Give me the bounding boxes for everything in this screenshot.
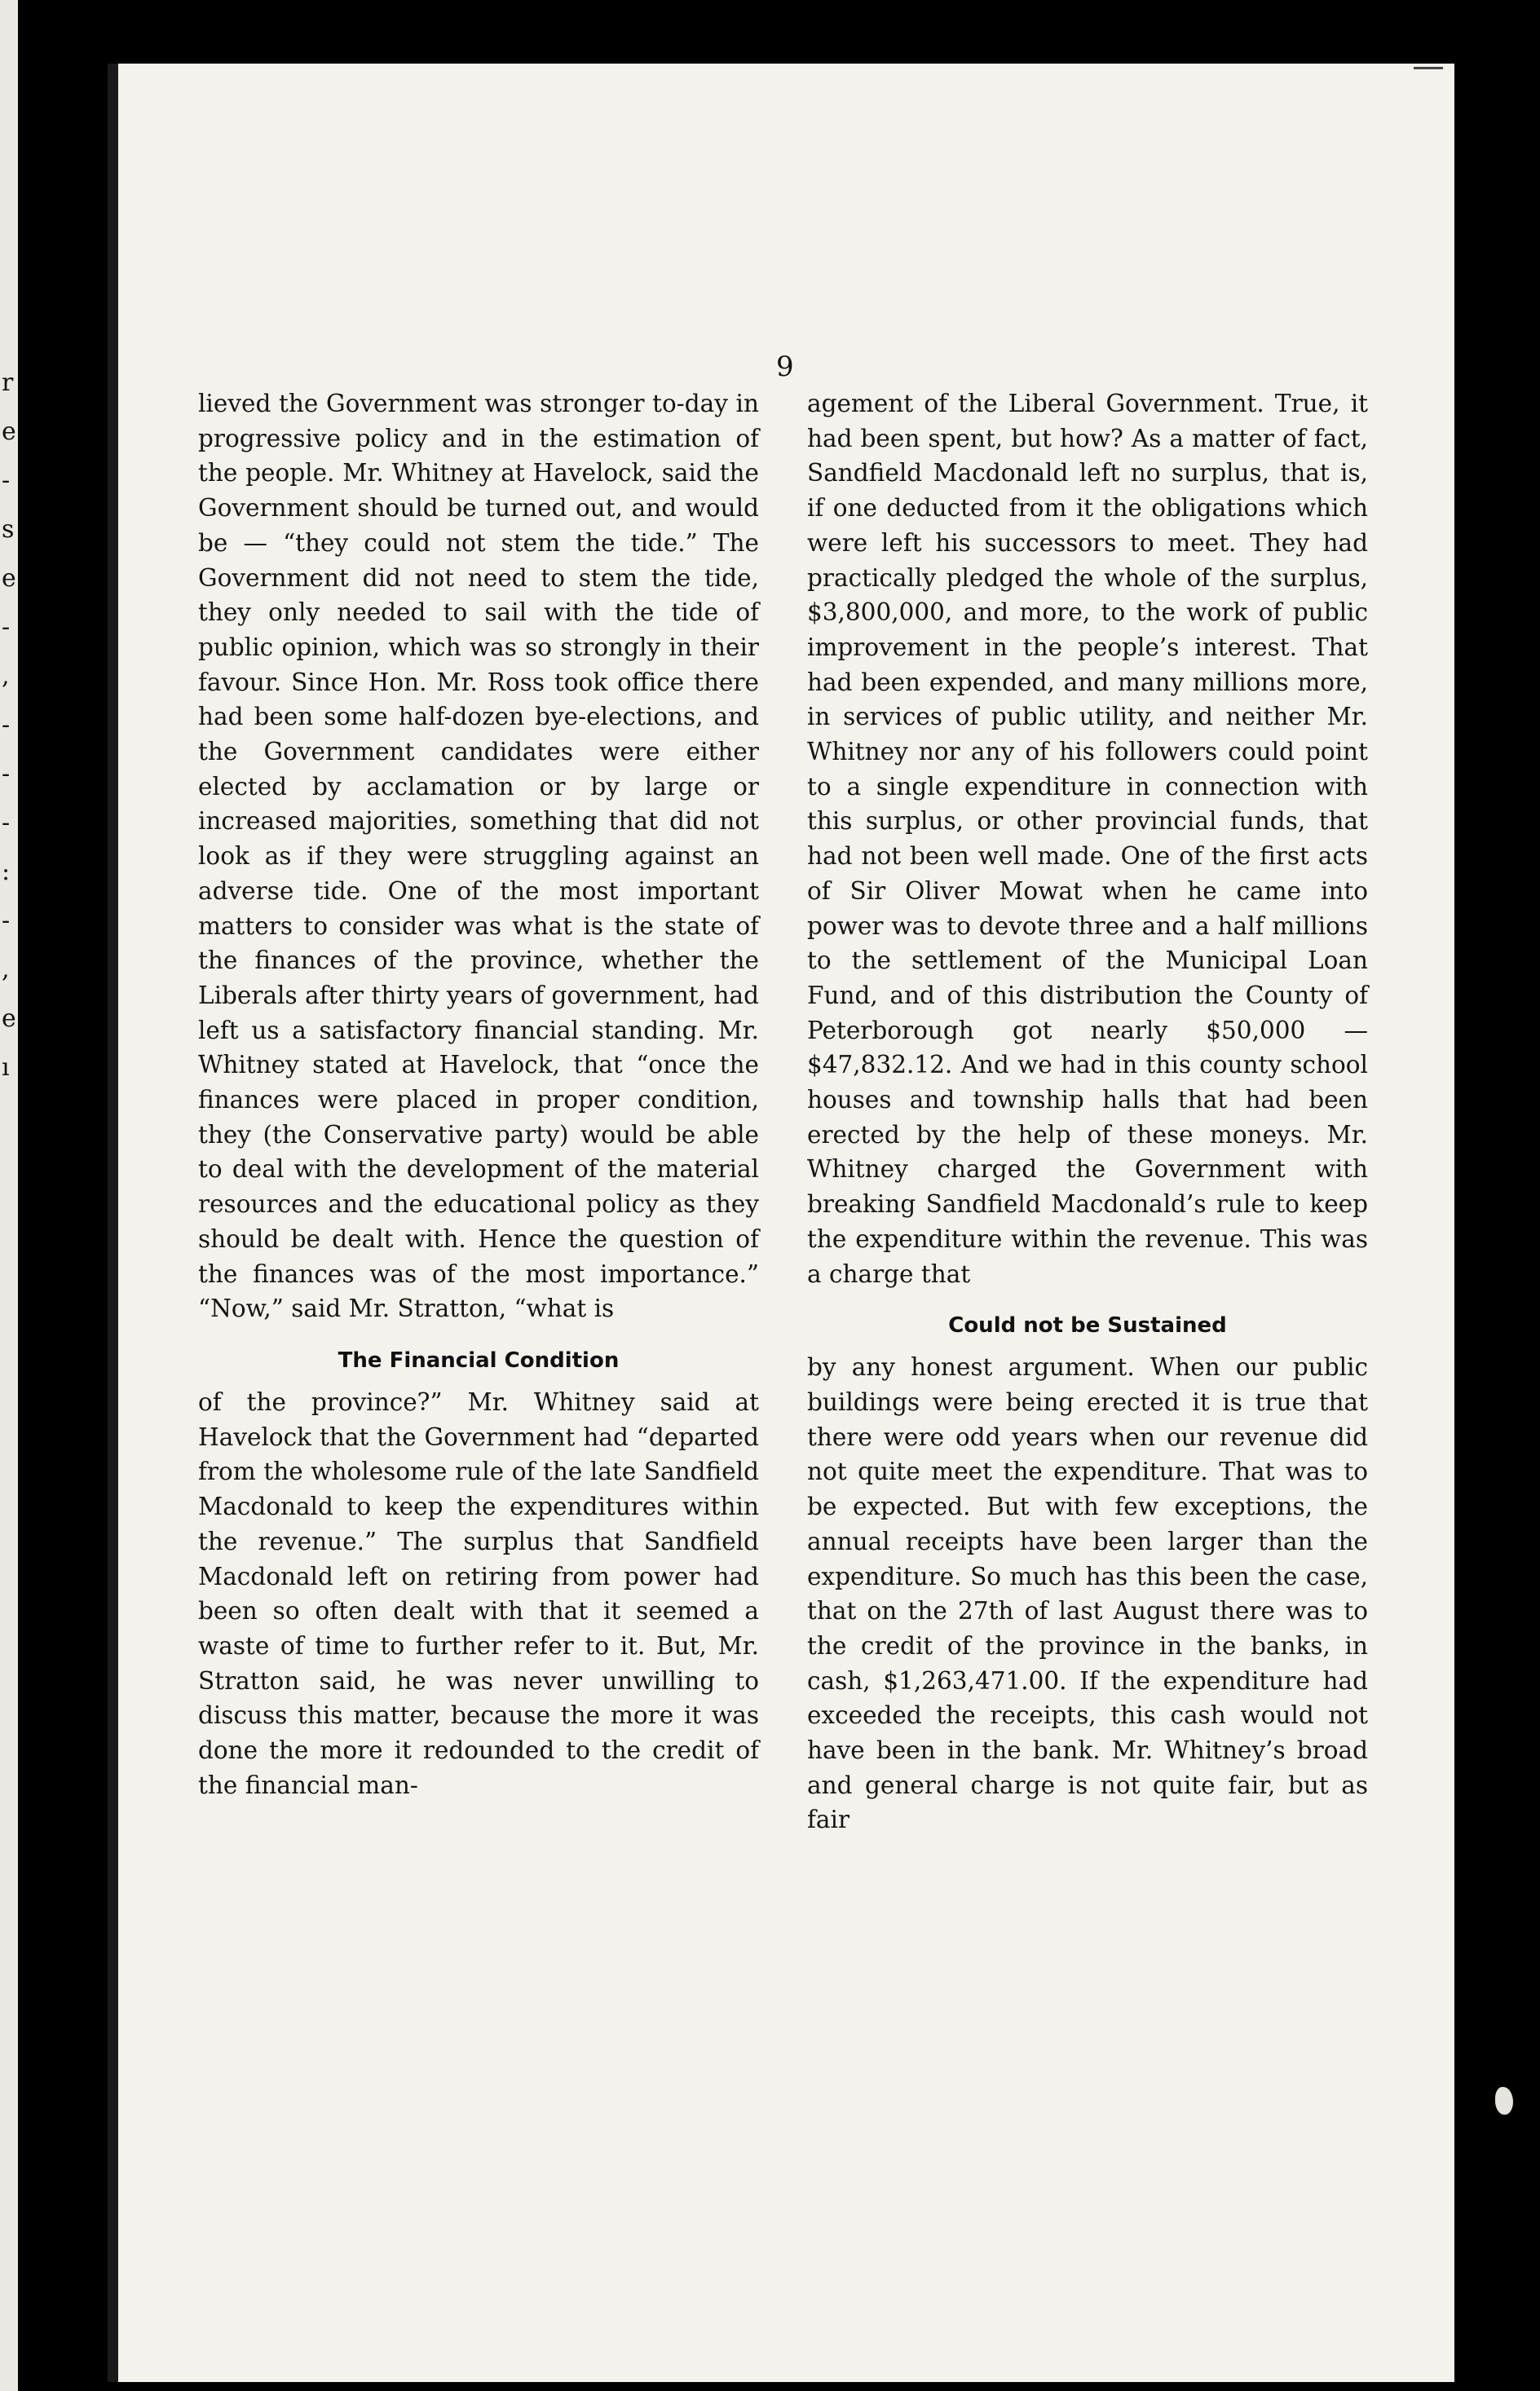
left-column-heading: The Financial Condition — [338, 1348, 620, 1373]
left-column-paragraph-2: of the province?” Mr. Whitney said at Havelock that the Government had “departed from the wholesome rule of the late Sandfield Macdonald to keep the expenditures within the revenue.” The surplus that Sandfield Macdonald left on retiring from power had been so often dealt with that it seemed a waste of time to further refer to it. But, Mr. Stratton said, he was never unwilling to discuss this matter, because the more it was done the more it redounded to the credit of the financial man- — [198, 1387, 759, 1799]
left-column — [198, 386, 759, 1802]
previous-page-edge — [0, 0, 18, 2391]
previous-page-fragments: r e - s e - , - - - : - , e ı — [2, 368, 16, 1082]
left-column-paragraph-1: lieved the Government was stronger to-day in progressive policy and in the estimation of the people. Mr. Whitney at Havelock, said the Government should be turned out, and would be — “they could not stem the tide.” The Government did not need to stem the tide, they only needed to sail with the tide of public opinion, which was so strongly in their favour. Since Hon. Mr. Ross took office there had been some half-dozen bye-elections, and the Government candidates were either elected by acclamation or by large or increased majorities, something that did not look as if they were struggling against an adverse tide. One of the most important matters to consider was what is the state of the finances of the province, whether the Liberals after thirty years of government, had left us a satisfactory financial standing. Mr. Whitney stated at Havelock, that “once the finances were placed in proper condition, they (the Conservative party) would be able to deal with the development of the material resources and the educational policy as they should be dealt with. Hence the question of the finances was of the most importance.” “Now,” said Mr. Stratton, “what is — [198, 390, 759, 1323]
corner-mark — [1414, 67, 1443, 77]
right-column — [807, 386, 1368, 1837]
right-column-paragraph-1: agement of the Liberal Government. True, it had been spent, but how? As a matter of fact, Sandfield Macdonald left no surplus, that is, if one deducted from it the obligations which were left his successors to meet. They had practically pledged the whole of the surplus, $3,800,000, and more, to the work of public improvement in the people’s interest. That had been expended, and many millions more, in services of public utility, and neither Mr. Whitney nor any of his followers could point to a single expenditure in connection with this surplus, or other provincial funds, that had not been well made. One of the first acts of Sir Oliver Mowat when he came into power was to devote three and a half millions to the settlement of the Municipal Loan Fund, and of this distribution the County of Peterborough got nearly $50,000 — $47,832.12. And we had in this county school houses and township halls that had been erected by the help of these moneys. Mr. Whitney charged the Government with breaking Sandfield Macdonald’s rule to keep the expenditure within the revenue. This was a charge that — [807, 390, 1368, 1288]
scan-blemish — [1495, 2087, 1513, 2115]
page-number: 9 — [776, 351, 794, 383]
right-column-heading: Could not be Sustained — [948, 1313, 1227, 1339]
right-column-paragraph-2: by any honest argument. When our public buildings were being erected it is true that there were odd years when our revenue did not quite meet the expenditure. That was to be expected. But with few exceptions, the annual receipts have been larger than the expenditure. So much has this been the case, that on the 27th of last August there was to the credit of the province in the banks, in cash, $1,263,471.00. If the expenditure had exceeded the receipts, this cash would not have been in the bank. Mr. Whitney’s broad and general charge is not quite fair, but as fair — [807, 1353, 1368, 1834]
